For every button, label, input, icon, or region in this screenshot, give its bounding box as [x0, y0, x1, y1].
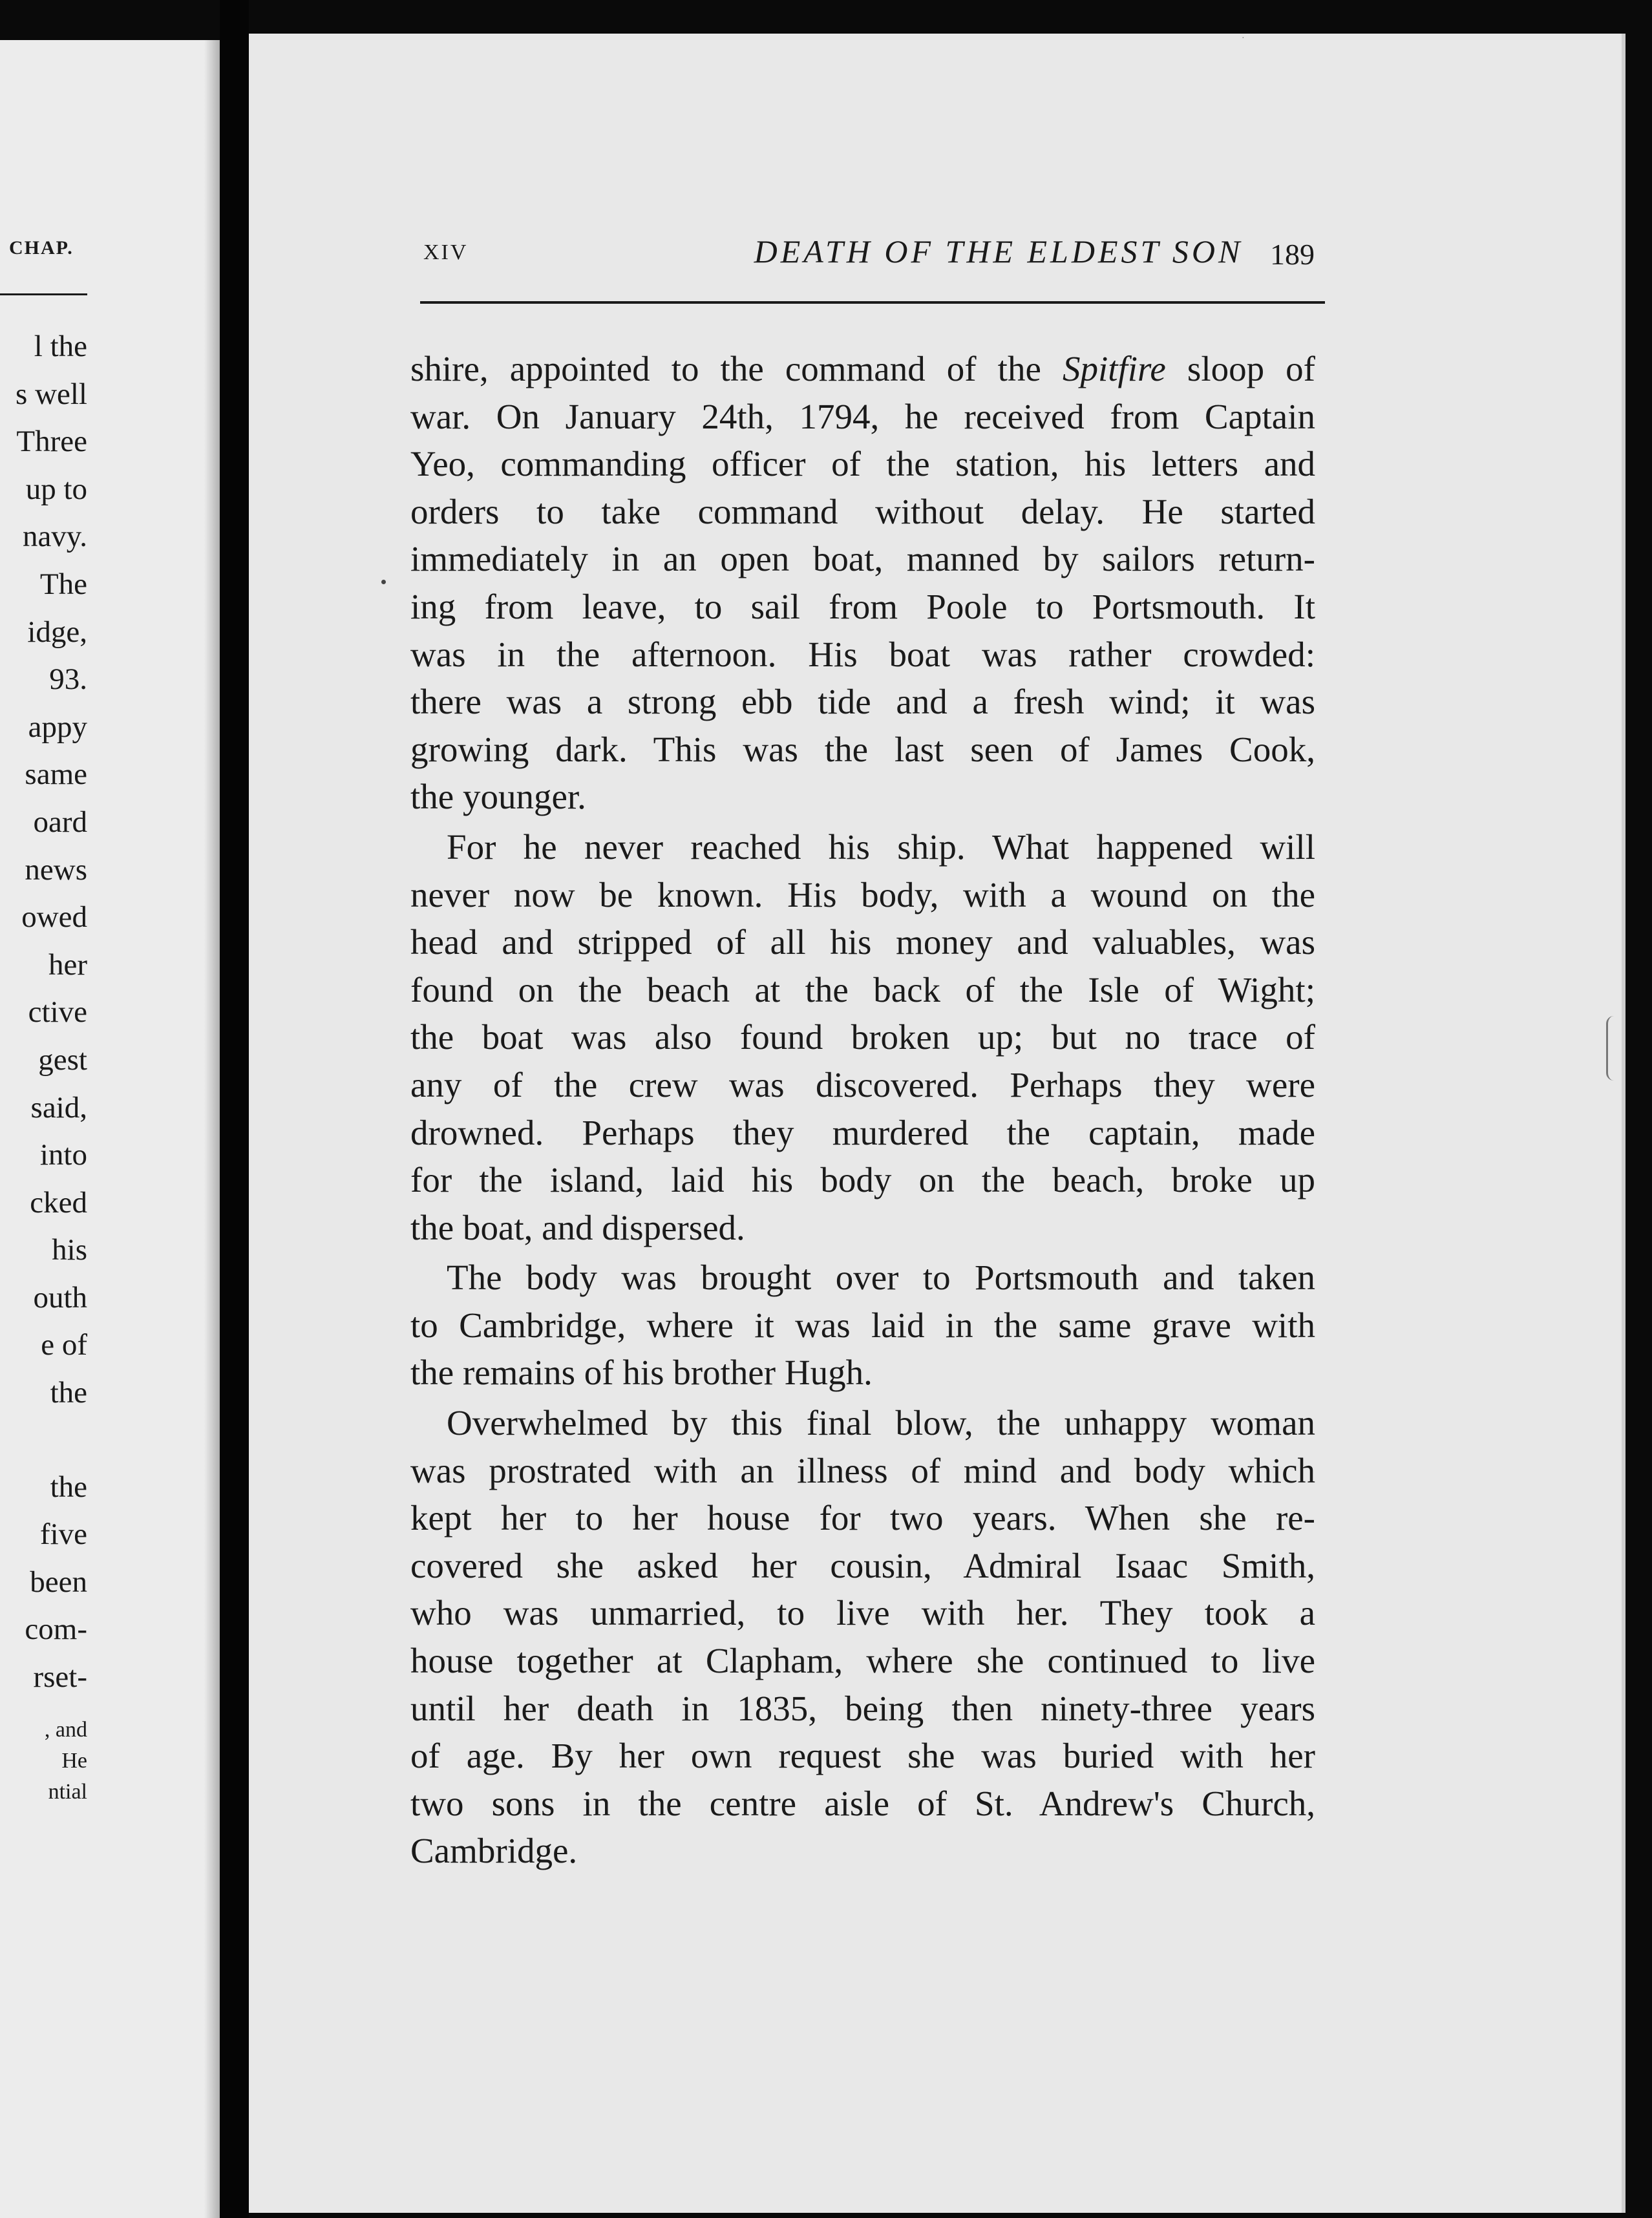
text-line: who was unmarried, to live with her. They took a	[410, 1593, 1315, 1633]
paragraph	[410, 345, 1315, 821]
left-page-line: into	[39, 1138, 87, 1172]
left-page-line: s well	[16, 377, 87, 411]
left-facing-page	[0, 40, 220, 2218]
text-line: two sons in the centre aisle of St. Andrew's Church,	[410, 1783, 1315, 1823]
left-page-line: five	[39, 1517, 87, 1552]
left-page-line: com-	[25, 1612, 87, 1647]
text-line: house together at Clapham, where she continued to live	[410, 1641, 1315, 1681]
left-page-line: e of	[41, 1328, 87, 1362]
left-page-line: oard	[33, 805, 87, 839]
left-page-line: ctive	[28, 995, 87, 1030]
left-page-line: l the	[34, 330, 87, 363]
left-page-gap	[0, 1417, 87, 1464]
left-page-line: same	[25, 757, 87, 792]
text-line: never now be known. His body, with a wound on the	[410, 874, 1315, 914]
text-line: growing dark. This was the last seen of James Cook,	[410, 729, 1315, 769]
text-line: the boat, and dispersed.	[410, 1207, 745, 1247]
text-line: immediately in an open boat, manned by sailors return-	[410, 539, 1315, 579]
left-page-line: gest	[38, 1042, 87, 1077]
text-line: there was a strong ebb tide and a fresh wind; it was	[410, 682, 1315, 722]
left-page-line: the	[50, 1376, 87, 1410]
running-head-chapter: XIV	[423, 240, 469, 264]
text-line: found on the beach at the back of the Isle of Wight;	[410, 969, 1315, 1009]
left-page-line: Three	[16, 425, 87, 459]
text-line: the boat was also found broken up; but no trace of	[410, 1017, 1315, 1057]
text-line: head and stripped of all his money and valuables, was	[410, 922, 1315, 962]
left-page-line: up to	[25, 472, 87, 506]
left-page-line: news	[25, 852, 87, 887]
text-line: until her death in 1835, being then ninety-three years	[410, 1688, 1315, 1728]
left-page-lines-bottom	[0, 1464, 87, 1702]
text-line: kept her to her house for two years. When she re-	[410, 1498, 1315, 1538]
left-page-chapter-label: CHAP.	[9, 237, 74, 259]
left-page-footnote-line: He	[61, 1748, 87, 1773]
text-line: was prostrated with an illness of mind and body which	[410, 1450, 1315, 1490]
left-page-footnote	[0, 1715, 87, 1808]
left-page-line: cked	[30, 1185, 87, 1220]
left-page-line: the	[50, 1470, 87, 1504]
paragraph	[410, 1254, 1315, 1397]
book-binding	[220, 0, 249, 2218]
text-line: ing from leave, to sail from Poole to Portsmouth. It	[410, 586, 1315, 626]
book-page	[249, 34, 1626, 2213]
text-line: shire, appointed to the command of the Spitfire sloop of	[410, 349, 1315, 388]
header-rule	[420, 301, 1325, 304]
left-page-line: outh	[33, 1280, 87, 1315]
left-page-line: said,	[30, 1090, 87, 1125]
running-head-title: DEATH OF THE ELDEST SON	[754, 233, 1244, 269]
left-page-line: navy.	[22, 520, 87, 554]
text-line: for the island, laid his body on the beach, broke up	[410, 1160, 1315, 1200]
paragraph	[410, 823, 1315, 1251]
left-page-footnote-line: ntial	[48, 1779, 87, 1804]
text-line: For he never reached his ship. What happened will	[447, 827, 1315, 867]
left-page-line: 93.	[49, 662, 87, 697]
left-page-text	[0, 323, 87, 1808]
left-gutter-shadow	[204, 40, 220, 2218]
left-page-footnote-line: , and	[44, 1717, 87, 1742]
text-line: the younger.	[410, 777, 586, 817]
left-page-lines-top	[0, 323, 87, 1417]
left-page-line: idge,	[27, 615, 87, 649]
paragraph	[410, 1399, 1315, 1875]
page-number: 189	[1270, 238, 1315, 271]
text-line: Yeo, commanding officer of the station, his letters and	[410, 444, 1315, 484]
left-page-header-rule	[0, 293, 87, 295]
text-line: any of the crew was discovered. Perhaps they were	[410, 1064, 1315, 1104]
text-line: Cambridge.	[410, 1831, 578, 1871]
text-line: was in the afternoon. His boat was rather crowded:	[410, 634, 1315, 674]
left-page-line: his	[52, 1233, 87, 1267]
text-line: to Cambridge, where it was laid in the same grave with	[410, 1305, 1315, 1345]
text-line: the remains of his brother Hugh.	[410, 1353, 873, 1393]
left-page-line: The	[39, 567, 87, 601]
left-page-line: her	[48, 947, 87, 982]
left-page-line: rset-	[33, 1660, 87, 1695]
page-edge-mark	[1606, 1016, 1621, 1081]
left-page-line: appy	[28, 710, 87, 744]
body-text	[410, 345, 1315, 1875]
text-line: The body was brought over to Portsmouth and taken	[447, 1258, 1315, 1298]
left-page-line: been	[30, 1565, 87, 1599]
text-line: drowned. Perhaps they murdered the captain, made	[410, 1112, 1315, 1152]
text-line: of age. By her own request she was buried with her	[410, 1736, 1315, 1776]
text-line: orders to take command without delay. He started	[410, 491, 1315, 531]
text-line: Overwhelmed by this final blow, the unhappy woman	[447, 1403, 1315, 1443]
text-line: covered she asked her cousin, Admiral Isaac Smith,	[410, 1545, 1315, 1585]
scan-speck: ·	[1242, 34, 1245, 43]
left-page-line: owed	[21, 900, 87, 935]
text-line: war. On January 24th, 1794, he received from Captain	[410, 396, 1315, 436]
margin-dot	[381, 580, 386, 584]
